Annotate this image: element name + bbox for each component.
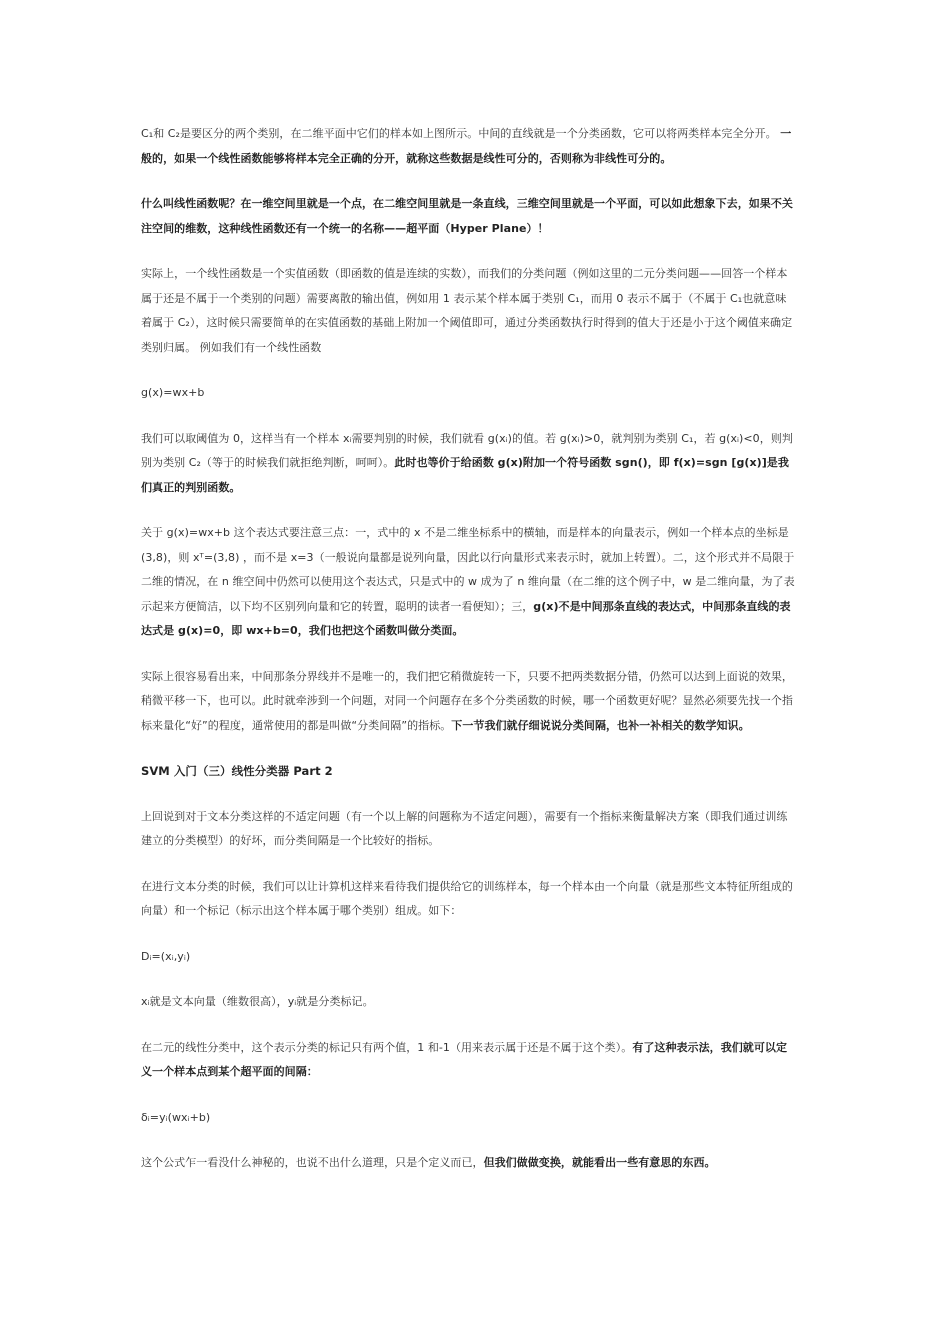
paragraph-training-samples <box>141 875 796 924</box>
formula-margin-text: δᵢ=yᵢ(wxᵢ+b) <box>141 1110 211 1124</box>
paragraph-classes-text: C₁和 C₂是要区分的两个类别，在二维平面中它们的样本如上图所示。中间的直线就是一个分类函数，它可以将两类样本完全分开。 <box>141 127 777 140</box>
section-heading <box>141 759 796 784</box>
paragraph-hyperplane <box>141 192 796 241</box>
paragraph-expression-notes-text: 关于 g(x)=wx+b 这个表达式要注意三点：一，式中的 x 不是二维坐标系中的横轴，而是样本的向量表示，例如一个样本点的坐标是(3,8)，则 xᵀ=(3,8) ，而不是 x=3（一般说向量都是说列向量，因此以行向量形式来表示时，就加上转置）。二，这个形式并不局限于二维的情况，在 n 维空间中仍然可以使用这个表达式，只是式中的 w 成为了 n 维向量（在二维的这个例子中，w 是二维向量，为了表示起来方便简洁，以下均不区别列向量和它的转置，聪明的读者一看便知）；三， <box>141 526 795 613</box>
paragraph-real-valued <box>141 262 796 360</box>
formula-linear-function-text: g(x)=wx+b <box>141 386 205 399</box>
formula-margin <box>141 1106 796 1131</box>
paragraph-ill-posed-text: 上回说到对于文本分类这样的不适定问题（有一个以上解的问题称为不适定问题），需要有一个指标来衡量解决方案（即我们通过训练建立的分类模型）的好坏，而分类间隔是一个比较好的指标。 <box>141 809 788 847</box>
paragraph-formula-comment-bold: 但我们做做变换，就能看出一些有意思的东西。 <box>483 1156 716 1169</box>
paragraph-formula-comment-text: 这个公式乍一看没什么神秘的，也说不出什么道理，只是个定义而已， <box>141 1156 484 1169</box>
paragraph-threshold <box>141 427 796 501</box>
paragraph-multiple-lines-bold: 下一节我们就仔细说说分类间隔，也补一补相关的数学知识。 <box>451 718 750 732</box>
paragraph-expression-notes <box>141 521 796 644</box>
paragraph-multiple-lines-text: 实际上很容易看出来，中间那条分界线并不是唯一的，我们把它稍微旋转一下，只要不把两类数据分错，仍然可以达到上面说的效果，稍微平移一下，也可以。此时就牵涉到一个问题，对同一个问题存在多个分类函数的时候，哪一个函数更好呢？显然必须要先找一个指标来量化“好”的程度，通常使用的都是叫做“分类间隔”的指标。 <box>141 669 793 732</box>
formula-sample <box>141 945 796 970</box>
paragraph-expression-notes-bold: g(x)不是中间那条直线的表达式，中间那条直线的表达式是 g(x)=0，即 wx+b=0，我们也把这个函数叫做分类面。 <box>141 599 791 637</box>
section-heading-text: SVM 入门（三）线性分类器 Part 2 <box>141 764 333 778</box>
paragraph-sample-definition <box>141 990 796 1015</box>
formula-sample-text: Dᵢ=(xᵢ,yᵢ) <box>141 949 191 963</box>
paragraph-multiple-lines <box>141 665 796 739</box>
paragraph-formula-comment <box>141 1151 796 1176</box>
paragraph-threshold-bold: 此时也等价于给函数 g(x)附加一个符号函数 sgn()，即 f(x)=sgn [g(x)]是我们真正的判别函数。 <box>141 456 789 494</box>
document-body <box>141 118 796 1176</box>
paragraph-ill-posed <box>141 805 796 854</box>
paragraph-binary-labels-bold: 有了这种表示法，我们就可以定义一个样本点到某个超平面的间隔： <box>141 1040 788 1078</box>
paragraph-training-samples-text: 在进行文本分类的时候，我们可以让计算机这样来看待我们提供给它的训练样本，每一个样本由一个向量（就是那些文本特征所组成的向量）和一个标记（标示出这个样本属于哪个类别）组成。如下： <box>141 879 793 917</box>
paragraph-classes <box>141 122 796 171</box>
paragraph-real-valued-text: 实际上，一个线性函数是一个实值函数（即函数的值是连续的实数），而我们的分类问题（例如这里的二元分类问题——回答一个样本属于还是不属于一个类别的问题）需要离散的输出值，例如用 1 表示某个样本属于类别 C₁，而用 0 表示不属于（不属于 C₁也就意味着属于 C₂），这时候只需要简单的在实值函数的基础上附加一个阈值即可，通过分类函数执行时得到的值大于还是小于这个阈值来确定类别归属。 例如我们有一个线性函数 <box>141 267 793 354</box>
paragraph-hyperplane-text: 什么叫线性函数呢？在一维空间里就是一个点，在二维空间里就是一条直线，三维空间里就是一个平面，可以如此想象下去，如果不关注空间的维数，这种线性函数还有一个统一的名称——超平面（Hyper Plane）！ <box>141 197 793 235</box>
paragraph-classes-red: 一般的，如果一个线性函数能够将样本完全正确的分开，就称这些数据是线性可分的，否则称为非线性可分的。 <box>141 127 792 165</box>
paragraph-sample-definition-text: xᵢ就是文本向量（维数很高），yᵢ就是分类标记。 <box>141 995 374 1008</box>
paragraph-binary-labels-text: 在二元的线性分类中，这个表示分类的标记只有两个值，1 和-1（用来表示属于还是不属于这个类）。 <box>141 1040 633 1054</box>
paragraph-threshold-text: 我们可以取阈值为 0，这样当有一个样本 xᵢ需要判别的时候，我们就看 g(xᵢ)的值。若 g(xᵢ)>0，就判别为类别 C₁，若 g(xᵢ)<0，则判别为类别 C₂（等于的时候我们就拒绝判断，呵呵）。 <box>141 431 793 469</box>
paragraph-binary-labels <box>141 1036 796 1085</box>
formula-linear-function <box>141 381 796 406</box>
